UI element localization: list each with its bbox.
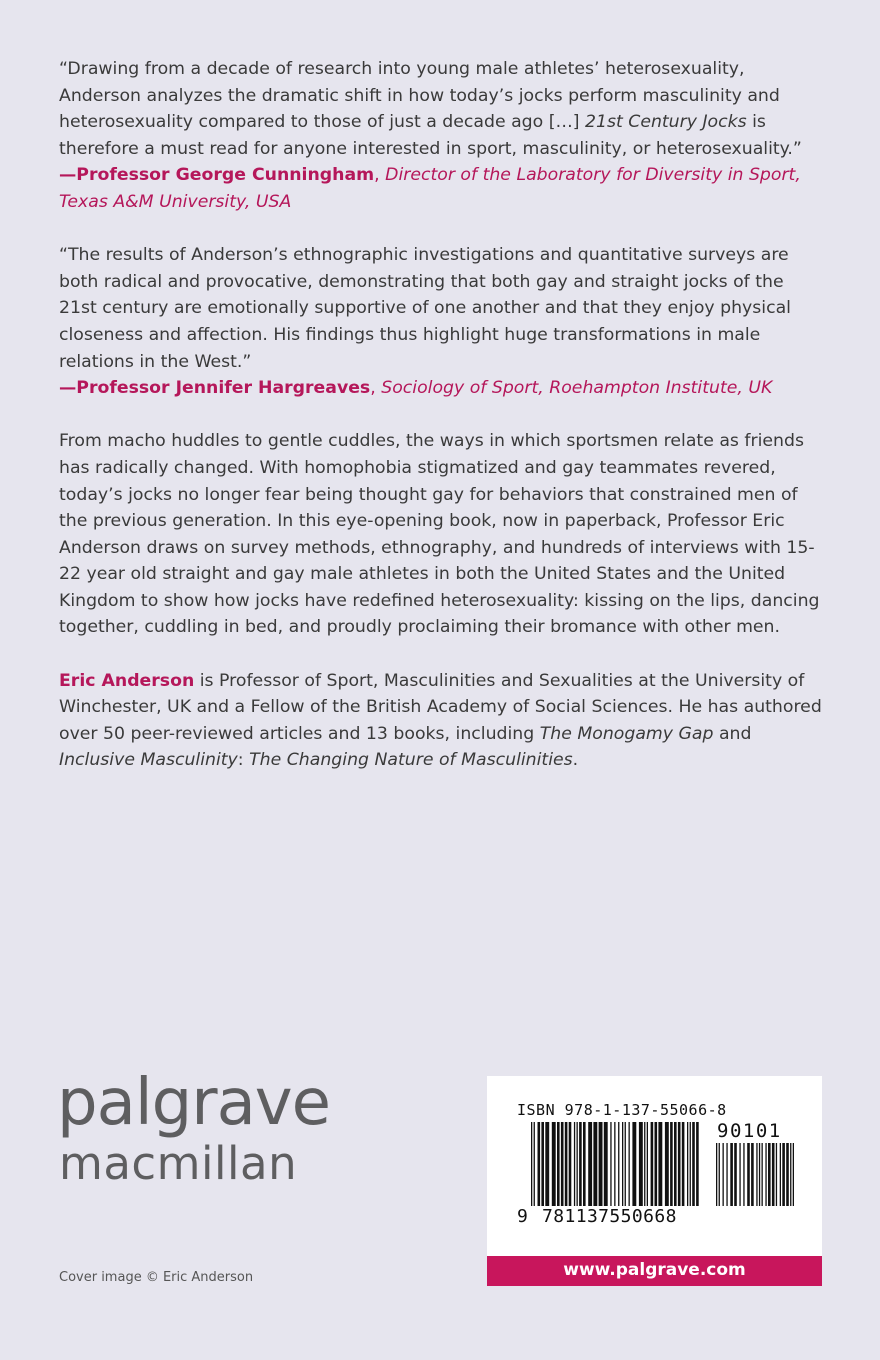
barcode-bar	[723, 1143, 724, 1206]
quote-text-end: is therefore a must read for anyone interested in sport, masculinity, or heterosexuality.”	[59, 112, 802, 159]
barcode-bar	[776, 1143, 777, 1206]
barcode-bar	[747, 1143, 750, 1206]
book-description: From macho huddles to gentle cuddles, the ways in which sportsmen relate as friends has radically changed. With homophobia stigmatized and gay teammates revered, today’s jocks no longer fear being thought gay for behaviors that constrained men of the previous generation. In this eye-opening book, now in paperback, Professor Eric Anderson draws on survey methods, ethnography, and hundreds of interviews with 15-22 year old straight and gay male athletes in both the United States and the United Kingdom to show how jocks have redefined heterosexuality: kissing on the lips, dancing together, cuddling in bed, and proudly proclaiming their bromance with other men.	[59, 431, 820, 638]
bio-book-title: The Monogamy Gap	[539, 723, 714, 744]
quote-cunningham	[59, 56, 824, 216]
barcode-bar	[647, 1122, 648, 1206]
barcode-bar	[625, 1122, 626, 1206]
quote-text: “Drawing from a decade of research into young male athletes’ heterosexuality, Anderson analyzes the dramatic shift in how today’s jocks perform masculinity and heterosexuality compared to those of just a decade ago […]	[59, 59, 780, 133]
logo-line-macmillan: macmillan	[59, 1137, 298, 1190]
barcode-bar	[762, 1143, 763, 1206]
barcode-bar	[716, 1143, 717, 1206]
barcode-bar	[726, 1143, 727, 1206]
book-title: 21st Century Jocks	[584, 112, 747, 133]
addon-barcode	[715, 1143, 797, 1206]
barcode-bar	[687, 1122, 688, 1206]
barcode-bar	[670, 1122, 673, 1206]
attribution-affiliation: Director of the Laboratory for Diversity in Sport, Texas A&M University, USA	[59, 165, 801, 212]
barcode-bar	[768, 1143, 771, 1206]
barcode-bar	[557, 1122, 560, 1206]
isbn-label: ISBN 978-1-137-55066-8	[517, 1101, 727, 1119]
barcode-bar	[569, 1122, 572, 1206]
barcode-bar	[772, 1143, 775, 1206]
barcode-bar	[692, 1122, 695, 1206]
publisher-logo	[57, 1068, 330, 1190]
barcode-bar	[610, 1122, 611, 1206]
barcode-bar	[577, 1122, 578, 1206]
barcode-bar	[552, 1122, 556, 1206]
ean-barcode	[530, 1122, 702, 1206]
ean-first-digit: 9	[517, 1206, 528, 1227]
ean-digits: 781137550668	[542, 1206, 677, 1227]
attribution-name: —Professor Jennifer Hargreaves	[59, 378, 371, 399]
bio-text: is Professor of Sport, Masculinities and Sexualities at the University of Winchester, UK and a Fellow of the British Academy of Social Sciences. He has authored over 50 peer-reviewed articles and 13 books, including	[59, 670, 822, 744]
barcode-bar	[782, 1143, 785, 1206]
cover-credit: Cover image © Eric Anderson	[59, 1270, 254, 1285]
barcode-bar	[786, 1143, 789, 1206]
logo-line-palgrave: palgrave	[57, 1066, 331, 1140]
author-bio	[59, 668, 824, 774]
barcode-bar	[780, 1143, 781, 1206]
barcode-bar	[618, 1122, 619, 1206]
addon-digits: 90101	[717, 1120, 782, 1142]
barcode-bar	[765, 1143, 766, 1206]
barcode-bar	[534, 1122, 535, 1206]
bio-book-title: Inclusive Masculinity	[59, 750, 238, 771]
barcode-bar	[632, 1122, 636, 1206]
attribution-separator: ,	[374, 165, 386, 186]
bio-text: .	[572, 750, 579, 771]
barcode-bar	[622, 1122, 623, 1206]
barcode-bar	[565, 1122, 568, 1206]
barcode-bar	[696, 1122, 699, 1206]
barcode-bar	[665, 1122, 669, 1206]
barcode-bar	[658, 1122, 662, 1206]
bio-text: :	[237, 750, 250, 771]
quote-text: “The results of Anderson’s ethnographic investigations and quantitative surveys are both radical and provocative, demonstrating that both gay and straight jocks of the 21st century are emotionally supportive of one another and that they enjoy physical closeness and affection. His findings thus highlight huge transformations in male relations in the West.”	[59, 245, 791, 372]
barcode-bar	[599, 1122, 603, 1206]
barcode-bar	[682, 1122, 685, 1206]
barcode-bar	[583, 1122, 586, 1206]
bio-book-subtitle: The Changing Nature of Masculinities	[249, 750, 573, 771]
barcode-bar	[674, 1122, 677, 1206]
attribution-separator: ,	[370, 378, 382, 399]
barcode-bar	[604, 1122, 608, 1206]
barcode-bar	[574, 1122, 575, 1206]
barcode-bar	[751, 1143, 754, 1206]
barcode-bar	[793, 1143, 794, 1206]
attribution-name: —Professor George Cunningham	[59, 165, 375, 186]
barcode-bar	[730, 1143, 733, 1206]
barcode-bar	[561, 1122, 564, 1206]
barcode-bar	[719, 1143, 720, 1206]
barcode-bar	[629, 1122, 630, 1206]
barcode-bar	[531, 1122, 532, 1206]
barcode-bar	[639, 1122, 643, 1206]
attribution-affiliation: Sociology of Sport, Roehampton Institute, UK	[381, 378, 773, 399]
barcode-bar	[690, 1122, 691, 1206]
barcode-bar	[541, 1122, 544, 1206]
bio-text: and	[713, 723, 752, 744]
barcode-bar	[678, 1122, 681, 1206]
barcode-bar	[644, 1122, 645, 1206]
barcode-bar	[743, 1143, 744, 1206]
barcode-bar	[579, 1122, 582, 1206]
barcode-bar	[593, 1122, 597, 1206]
back-cover-copy	[59, 56, 824, 801]
barcode-bar	[734, 1143, 737, 1206]
author-name: Eric Anderson	[59, 670, 195, 691]
barcode-bar	[739, 1143, 740, 1206]
quote-hargreaves	[59, 242, 824, 402]
barcode-panel	[487, 1076, 822, 1256]
barcode-bar	[759, 1143, 760, 1206]
barcode-bar	[588, 1122, 592, 1206]
barcode-bar	[651, 1122, 654, 1206]
barcode-bar	[614, 1122, 615, 1206]
barcode-bar	[756, 1143, 757, 1206]
barcode-bar	[545, 1122, 549, 1206]
publisher-url[interactable]: www.palgrave.com	[487, 1256, 822, 1286]
barcode-bar	[790, 1143, 791, 1206]
barcode-bar	[538, 1122, 541, 1206]
barcode-bar	[655, 1122, 658, 1206]
